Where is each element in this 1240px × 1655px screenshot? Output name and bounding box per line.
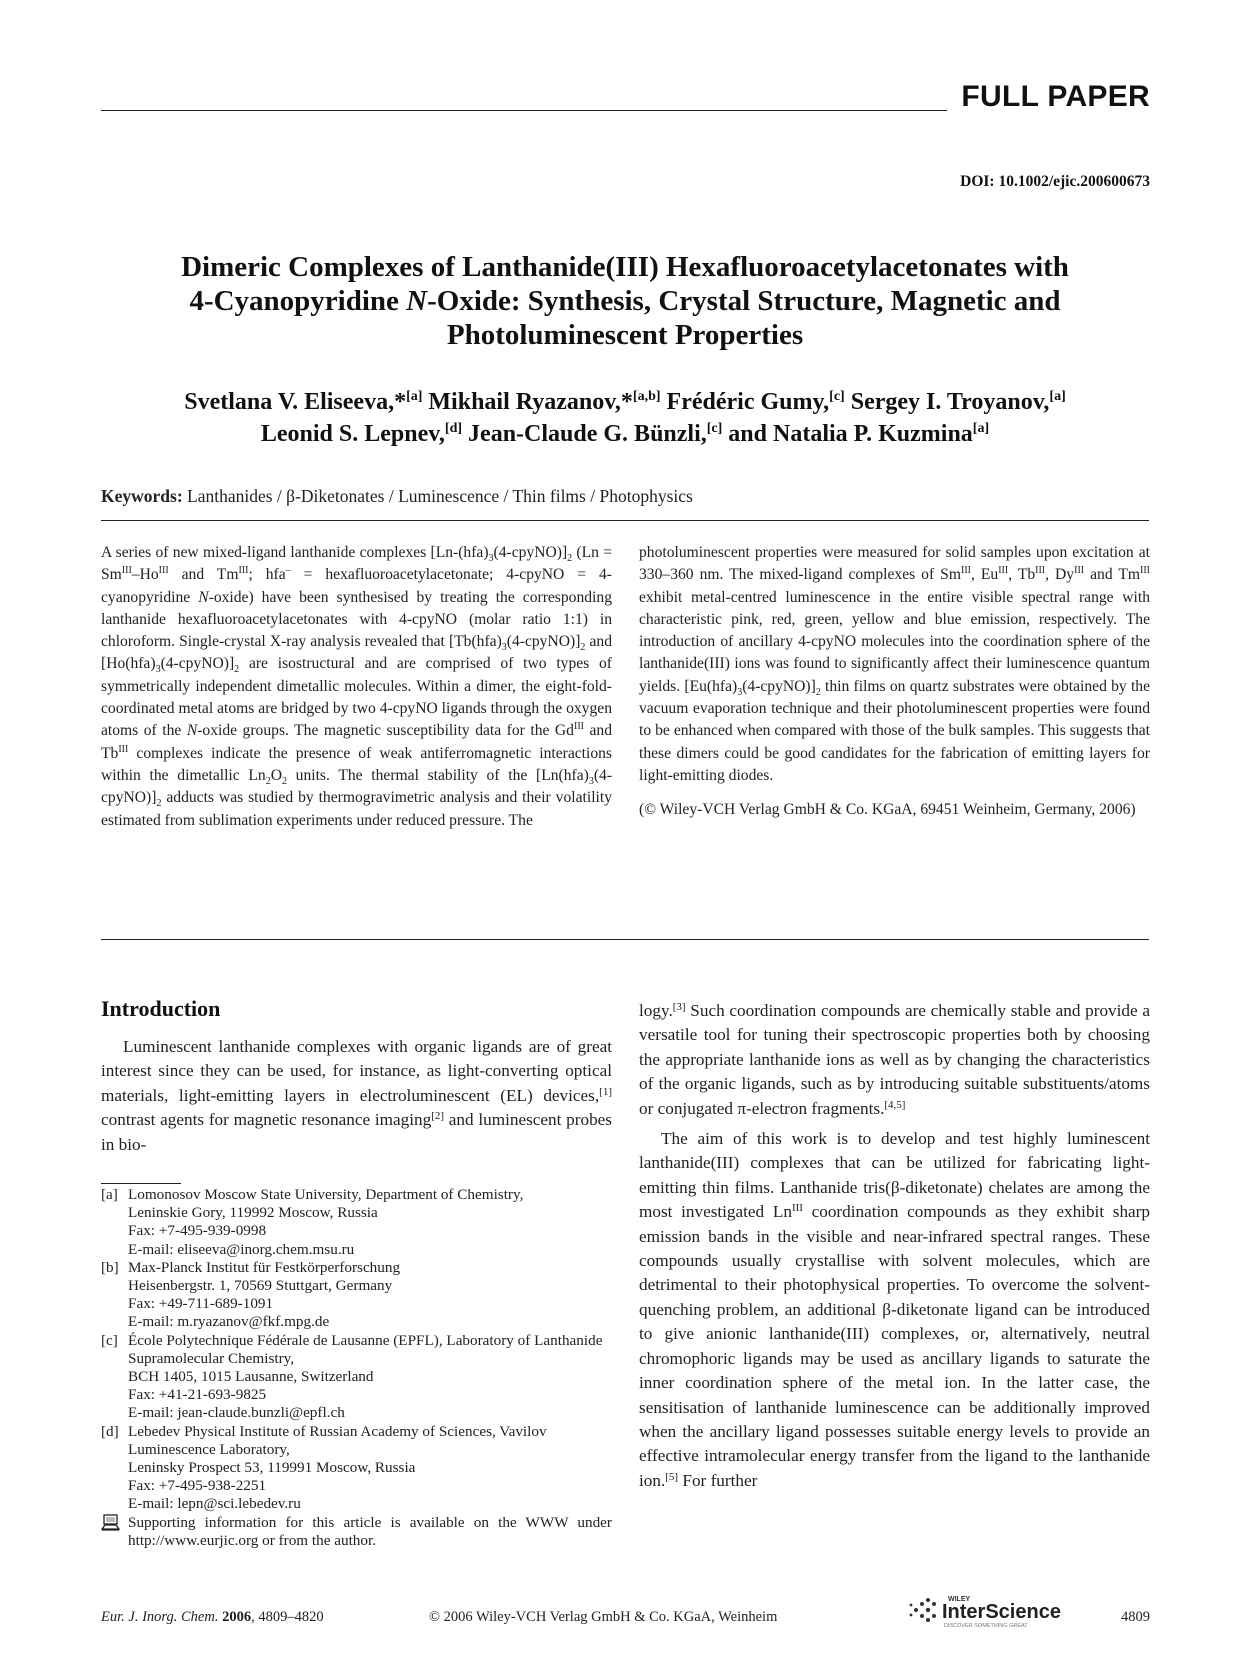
doi-label: DOI: 10.1002/ejic.200600673 [960,173,1150,190]
body-left-column [101,1035,612,1157]
keywords-label: Keywords: [101,486,183,506]
body-right-column [639,999,1150,1493]
abstract-copyright: (© Wiley-VCH Verlag GmbH & Co. KGaA, 69451 Weinheim, Germany, 2006) [639,801,1136,819]
footer-copyright: © 2006 Wiley-VCH Verlag GmbH & Co. KGaA, Weinheim [429,1609,778,1625]
author: Natalia P. Kuzmina[a] [773,421,990,447]
journal-citation: Eur. J. Inorg. Chem. 2006, 4809–4820 [101,1609,324,1625]
author: Jean-Claude G. Bünzli,[c] and [468,421,773,447]
email-link[interactable]: E-mail: jean-claude.bunzli@epfl.ch [128,1404,345,1422]
author: Svetlana V. Eliseeva,*[a] [184,389,423,415]
title-line-2: 4-Cyanopyridine N-Oxide: Synthesis, Crystal Structure, Magnetic and [189,285,1061,317]
article-title [101,250,1149,352]
computer-icon [101,1514,128,1550]
supporting-information-note: Supporting information for this article is available on the WWW under http://www.eurjic.org or from the author. [101,1514,612,1550]
body-paragraph: The aim of this work is to develop and test highly luminescent lanthanide(III) complexes that can be utilized for fabricating light-emitting thin films. Lanthanide tris(β-diketonate) chelates are among the most investigated $Ln^{III}$ coordination compounds as they exhibit sharp emission bands in the visible and near-infrared spectral ranges. These compounds usually crystallise with solvent molecules, which are detrimental to their photophysical properties. To overcome the solvent-quenching problem, an additional β-diketonate ligand can be introduced to give anionic lanthanide(III) complexes, or, alternatively, neutral chromophoric ligands may be used as ancillary ligands to saturate the inner coordination sphere of the metal ion. In the latter case, the sensitisation of lanthanide luminescence can be additionally improved when the ancillary ligand possesses suitable energy levels to provide an effective intramolecular energy transfer from the ligand to the lanthanide ion.[5] For further [639,1129,1150,1490]
page-number: 4809 [1121,1609,1150,1625]
author: Mikhail Ryazanov,*[a,b] [428,389,661,415]
logo-tagline-text: DISCOVER SOMETHING GREAT [944,1623,1028,1629]
section-heading-introduction: Introduction [101,996,221,1021]
affiliation-footnotes [101,1186,612,1550]
email-link[interactable]: E-mail: lepn@sci.lebedev.ru [128,1495,301,1513]
affiliation-d: [d] Lebedev Physical Institute of Russian Academy of Sciences, Vavilov Luminescence Laboratory, Leninsky Prospect 53, 119991 Moscow, Russia Fax: +7-495-938-2251 E-mail: lepn@sci.lebedev.ru [101,1423,612,1514]
wiley-interscience-logo [902,1592,1080,1630]
logo-top-text: WILEY [948,1596,971,1603]
affiliation-b: [b] Max-Planck Institut für Festkörperforschung Heisenbergstr. 1, 70569 Stuttgart, Germany Fax: +49-711-689-1091 E-mail: m.ryazanov@fkf.mpg.de [101,1259,612,1332]
abstract-paragraph: A series of new mixed-ligand lanthanide complexes $[Ln-(hfa)_3(4-cpyNO)]_2$ ($Ln = Sm^{III}-Ho^{III}$ and $Tm^{III}$; hfa– = hexafluoroacetylacetonate; 4-cpyNO = 4-cyanopyridine N-oxide) have been synthesised by treating the corresponding lanthanide hexafluoroacetylacetonates with 4-cpyNO (molar ratio 1:1) in chloroform. Single-crystal X-ray analysis revealed that $[Tb(hfa)_3(4-cpyNO)]_2$ and $[Ho(hfa)_3(4-cpyNO)]_2$ are isostructural and are comprised of two types of symmetrically independent dimetallic molecules. Within a dimer, the eight-fold-coordinated metal atoms are bridged by two 4-cpyNO ligands through the oxygen atoms of the N-oxide groups. The magnetic susceptibility data for the $Gd^{III}$ and $Tb^{III}$ complexes indicate the presence of weak antiferromagnetic interactions within the dimetallic $Ln_2O_2$ units. The thermal stability of the $[Ln(hfa)_3(4-cpyNO)]_2$ adducts was studied by thermogravimetric analysis and their volatility estimated from sublimation experiments under reduced pressure. The [101,544,613,829]
abstract-paragraph: photoluminescent properties were measured for solid samples upon excitation at 330–360 nm. The mixed-ligand complexes of $Sm^{III}$, $Eu^{III}$, $Tb^{III}$, $Dy^{III}$ and $Tm^{III}$ exhibit metal-centred luminescence in the entire visible spectral range with characteristic pink, red, green, yellow and blue emission, respectively. The introduction of ancillary 4-cpyNO molecules into the coordination sphere of the lanthanide(III) ions was found to significantly affect their luminescence quantum yields. $[Eu(hfa)_3(4-cpyNO)]_2$ thin films on quartz substrates were obtained by the vacuum evaporation technique and their photoluminescent properties were found to be enhanced when compared with those of the bulk samples. This suggests that these dimers could be good candidates for the fabrication of emitting layers for light-emitting diodes. [639,544,1150,784]
footnote-rule [101,1183,181,1184]
body-paragraph: logy.[3] Such coordination compounds are chemically stable and provide a versatile tool for tuning their spectroscopic properties both by choosing the appropriate lanthanide ions as well as by changing the characteristics of the organic ligands, such as by introducing suitable substituents/atoms or conjugated π-electron fragments.[4,5] [639,1001,1150,1118]
author-line-1 [101,386,1149,418]
abstract-top-rule [101,520,1149,521]
email-link[interactable]: E-mail: eliseeva@inorg.chem.msu.ru [128,1240,355,1258]
keywords [101,486,693,507]
author-list [101,386,1149,450]
full-paper-label: FULL PAPER [961,80,1150,113]
abstract-right-column [639,542,1150,822]
title-line-3: Photoluminescent Properties [446,319,804,351]
header-rule [101,110,947,111]
body-paragraph: Luminescent lanthanide complexes with organic ligands are of great interest since they can be used, for instance, as light-converting optical materials, light-emitting layers in electroluminescent (EL) devices,[1] contrast agents for magnetic resonance imaging[2] and luminescent probes in bio- [101,1037,612,1154]
author: Leonid S. Lepnev,[d] [260,421,463,447]
keywords-text: Lanthanides / β-Diketonates / Luminescence / Thin films / Photophysics [187,486,693,506]
affiliation-c: [c] École Polytechnique Fédérale de Lausanne (EPFL), Laboratory of Lanthanide Supramolecular Chemistry, BCH 1405, 1015 Lausanne, Switzerland Fax: +41-21-693-9825 E-mail: jean-claude.bunzli@epfl.ch [101,1332,612,1423]
author: Frédéric Gumy,[c] [666,389,845,415]
author-line-2 [101,418,1149,450]
author: Sergey I. Troyanov,[a] [850,389,1066,415]
affiliation-a: [a] Lomonosov Moscow State University, Department of Chemistry, Leninskie Gory, 119992 Moscow, Russia Fax: +7-495-939-0998 E-mail: eliseeva@inorg.chem.msu.ru [101,1186,612,1259]
abstract-bottom-rule [101,939,1149,940]
email-link[interactable]: E-mail: m.ryazanov@fkf.mpg.de [128,1313,330,1331]
title-line-1: Dimeric Complexes of Lanthanide(III) Hexafluoroacetylacetonates with [181,251,1069,283]
abstract-left-column [101,542,612,832]
logo-brand-text: InterScience [942,1601,1061,1623]
